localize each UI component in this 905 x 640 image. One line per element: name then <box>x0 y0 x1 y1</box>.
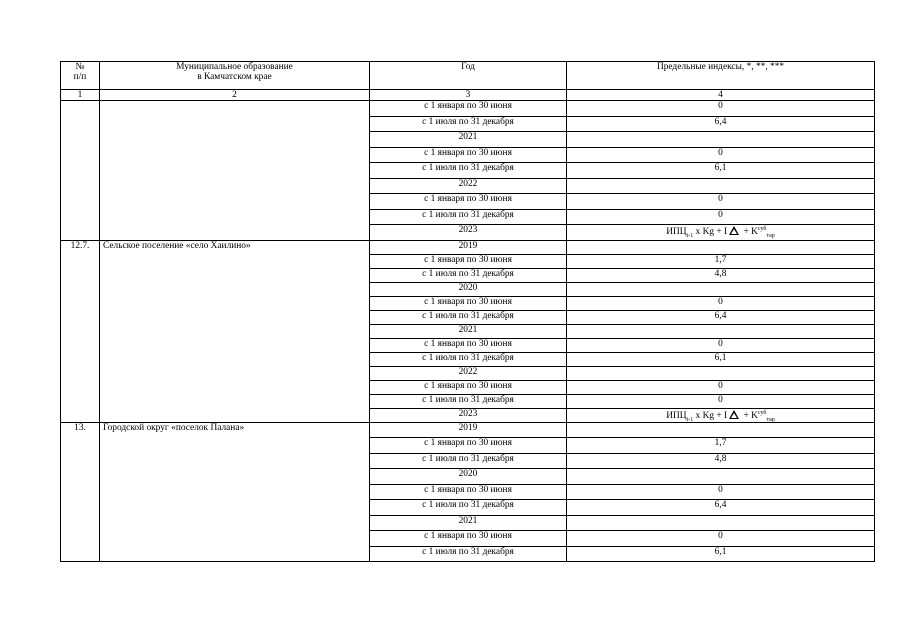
index-value-cell: 6,4 <box>567 310 875 324</box>
header-col-indices: Предельные индексы, *, **, *** <box>567 62 875 90</box>
period-cell: 2020 <box>369 469 566 485</box>
period-cell: с 1 января по 30 июня <box>369 380 566 394</box>
index-value-cell: 6,1 <box>567 352 875 366</box>
period-cell: 2023 <box>369 408 566 422</box>
row-number-cell: 13. <box>61 422 100 562</box>
index-value-cell: 4,8 <box>567 453 875 469</box>
index-value-cell <box>567 366 875 380</box>
index-value-cell: 6,4 <box>567 500 875 516</box>
period-cell: с 1 июля по 31 декабря <box>369 352 566 366</box>
municipality-cell <box>100 101 370 241</box>
column-number: 2 <box>100 90 370 101</box>
period-cell: 2023 <box>369 225 566 241</box>
period-cell: с 1 января по 30 июня <box>369 147 566 163</box>
period-cell: 2022 <box>369 366 566 380</box>
period-cell: с 1 января по 30 июня <box>369 438 566 454</box>
index-value-cell: 6,1 <box>567 163 875 179</box>
column-number: 1 <box>61 90 100 101</box>
index-value-cell <box>567 469 875 485</box>
tariff-index-table <box>60 61 875 562</box>
period-cell: с 1 июля по 31 декабря <box>369 116 566 132</box>
delta-triangle-icon <box>729 226 739 235</box>
index-value-cell <box>567 408 875 422</box>
period-cell: 2019 <box>369 240 566 254</box>
column-number-row <box>61 90 875 101</box>
period-cell: с 1 января по 30 июня <box>369 296 566 310</box>
header-col-year: Год <box>369 62 566 90</box>
delta-triangle-icon <box>729 410 739 419</box>
index-value-cell <box>567 282 875 296</box>
index-value-cell <box>567 240 875 254</box>
index-value-cell <box>567 132 875 148</box>
municipality-cell: Сельское поселение «село Хаилино» <box>100 240 370 422</box>
index-value-cell <box>567 225 875 241</box>
column-number: 3 <box>369 90 566 101</box>
period-cell: с 1 января по 30 июня <box>369 254 566 268</box>
header-col-municipality: Муниципальное образование в Камчатском крае <box>100 62 370 90</box>
index-value-cell: 0 <box>567 338 875 352</box>
index-value-cell: 0 <box>567 531 875 547</box>
period-cell: с 1 июля по 31 декабря <box>369 209 566 225</box>
tariff-formula: $ИПЦ_{t-1}$ x $Kg + I + K^{суб}_{тар}$ <box>666 225 775 239</box>
period-cell: с 1 июля по 31 декабря <box>369 500 566 516</box>
period-cell: с 1 января по 30 июня <box>369 101 566 117</box>
index-value-cell: 4,8 <box>567 268 875 282</box>
index-value-cell: 1,7 <box>567 438 875 454</box>
index-value-cell: 0 <box>567 194 875 210</box>
period-cell: с 1 июля по 31 декабря <box>369 394 566 408</box>
period-cell: с 1 января по 30 июня <box>369 194 566 210</box>
period-cell: с 1 июля по 31 декабря <box>369 310 566 324</box>
index-value-cell: 0 <box>567 394 875 408</box>
index-value-cell: 0 <box>567 101 875 117</box>
period-cell: с 1 января по 30 июня <box>369 484 566 500</box>
index-value-cell: 0 <box>567 147 875 163</box>
index-value-cell <box>567 422 875 438</box>
index-value-cell: 0 <box>567 296 875 310</box>
index-value-cell: 0 <box>567 484 875 500</box>
table-header-row <box>61 62 875 90</box>
row-number-cell: 12.7. <box>61 240 100 422</box>
index-value-cell: 1,7 <box>567 254 875 268</box>
period-cell: с 1 июля по 31 декабря <box>369 453 566 469</box>
period-cell: 2021 <box>369 132 566 148</box>
index-value-cell <box>567 515 875 531</box>
period-cell: с 1 июля по 31 декабря <box>369 163 566 179</box>
row-number-cell <box>61 101 100 241</box>
column-number: 4 <box>567 90 875 101</box>
index-value-cell <box>567 178 875 194</box>
period-cell: 2020 <box>369 282 566 296</box>
period-cell: с 1 июля по 31 декабря <box>369 268 566 282</box>
table-row <box>61 240 875 254</box>
index-value-cell: 6,1 <box>567 546 875 562</box>
period-cell: 2019 <box>369 422 566 438</box>
period-cell: 2021 <box>369 515 566 531</box>
period-cell: 2022 <box>369 178 566 194</box>
header-col-number: № п/п <box>61 62 100 90</box>
municipality-cell: Городской округ «поселок Палана» <box>100 422 370 562</box>
table-row <box>61 101 875 117</box>
table-row <box>61 422 875 438</box>
tariff-formula: $ИПЦ_{t-1}$ x $Kg + I + K^{суб}_{тар}$ <box>666 409 775 422</box>
index-value-cell: 0 <box>567 209 875 225</box>
period-cell: с 1 января по 30 июня <box>369 531 566 547</box>
period-cell: с 1 июля по 31 декабря <box>369 546 566 562</box>
index-value-cell: 0 <box>567 380 875 394</box>
index-value-cell: 6,4 <box>567 116 875 132</box>
period-cell: с 1 января по 30 июня <box>369 338 566 352</box>
period-cell: 2021 <box>369 324 566 338</box>
index-value-cell <box>567 324 875 338</box>
